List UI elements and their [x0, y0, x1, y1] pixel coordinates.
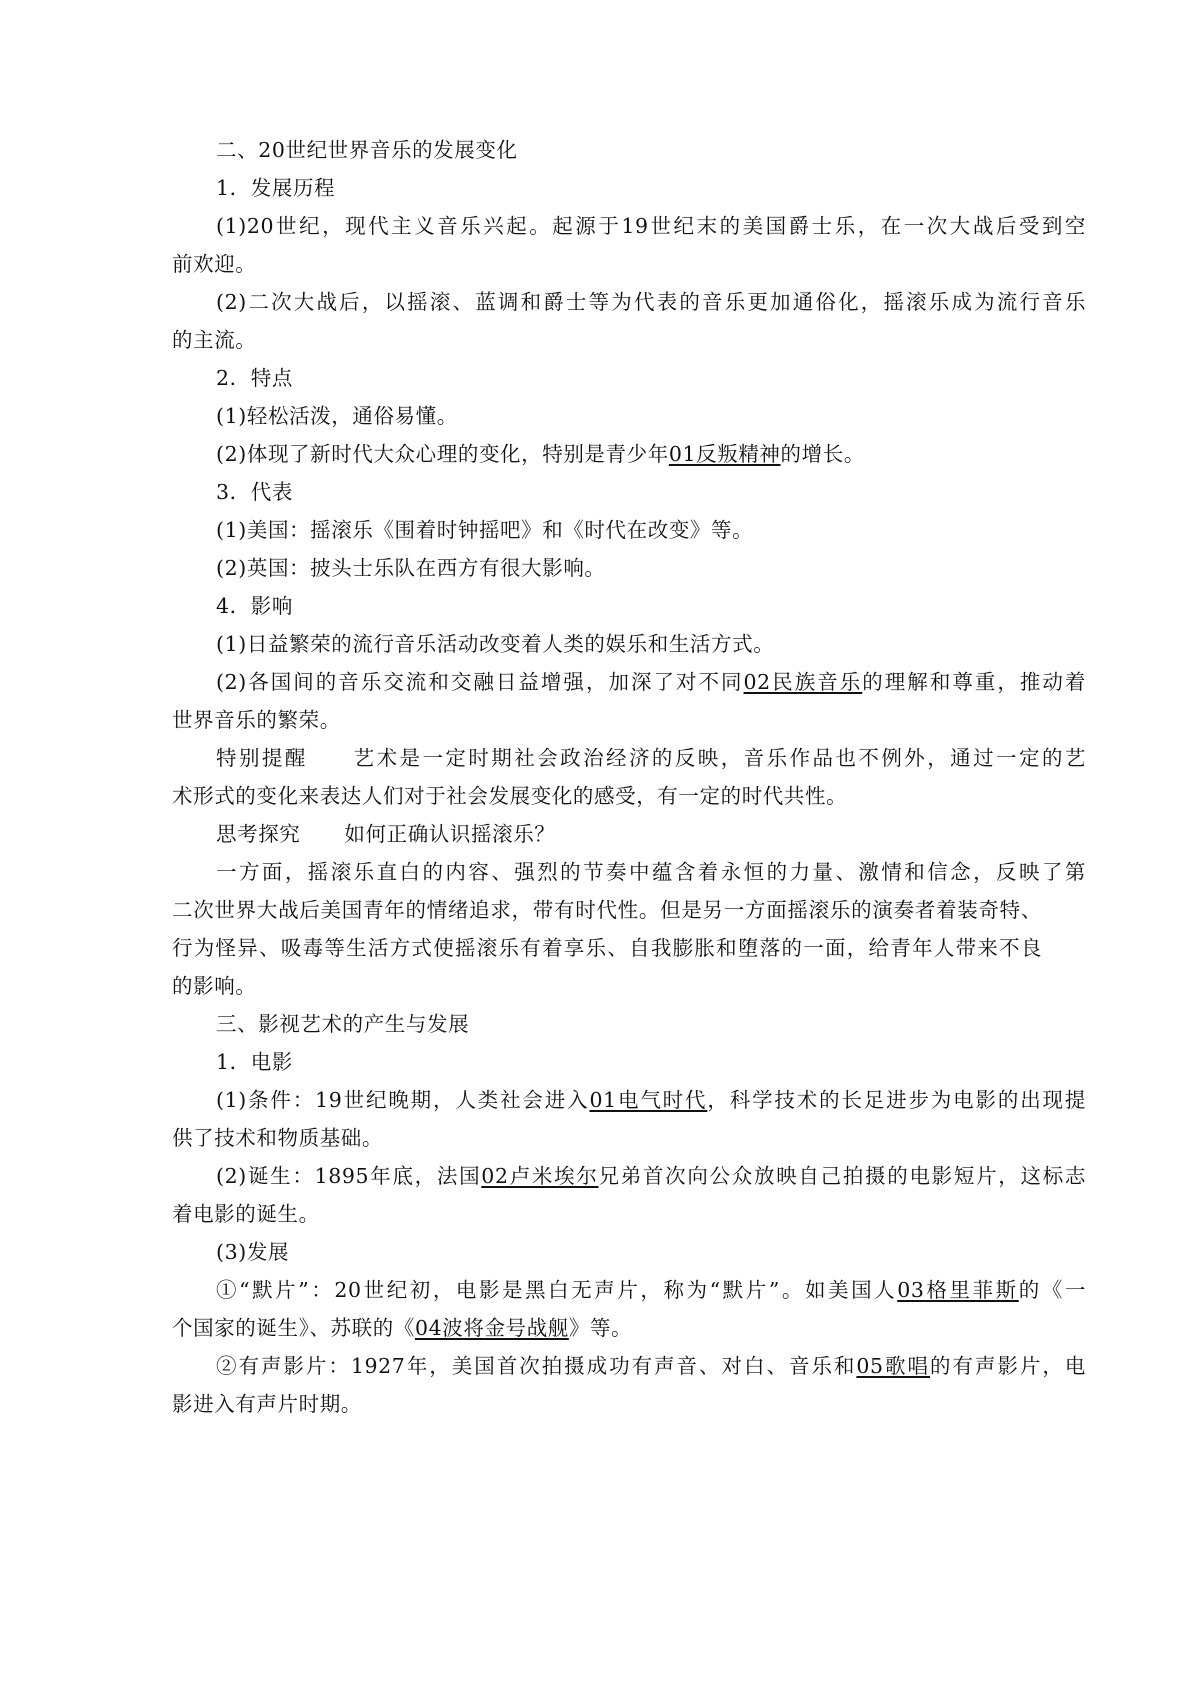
text-segment: 的《一: [1018, 1278, 1086, 1302]
text-segment: 》等。: [568, 1316, 633, 1340]
paragraph-line: 一方面，摇滚乐直白的内容、强烈的节奏中蕴含着永恒的力量、激情和信念，反映了第: [216, 860, 1086, 884]
special-reminder-label: 特别提醒: [216, 746, 308, 770]
paragraph-line: [216, 1352, 1086, 1380]
paragraph-line: [216, 1086, 1086, 1114]
think-explore-label: 思考探究: [216, 822, 301, 846]
text-segment: ，科学技术的长足进步为电影的出现提: [707, 1088, 1086, 1112]
paragraph-line: 前欢迎。: [172, 252, 257, 276]
text-segment: ②有声影片：1927年，美国首次拍摄成功有声音、对白、音乐和: [216, 1354, 857, 1378]
text-segment: (1)条件：19世纪晚期，人类社会进入: [216, 1088, 590, 1112]
paragraph-line: (1)美国：摇滚乐《围着时钟摇吧》和《时代在改变》等。: [216, 518, 754, 542]
paragraph-line: 世界音乐的繁荣。: [172, 708, 341, 732]
text-segment: (2)体现了新时代大众心理的变化，特别是青少年: [216, 442, 669, 466]
fill-in-answer: 02卢米埃尔: [481, 1164, 599, 1188]
subheading-features: 2．特点: [216, 366, 293, 390]
subheading-movie: 1．电影: [216, 1050, 293, 1074]
paragraph-line: 着电影的诞生。: [172, 1202, 320, 1226]
subheading-development: (3)发展: [216, 1240, 290, 1264]
text-segment: 的理解和尊重，推动着: [862, 670, 1086, 694]
fill-in-answer: 01反叛精神: [668, 442, 781, 466]
fill-in-answer: 02民族音乐: [743, 670, 863, 694]
paragraph-line: 的主流。: [172, 328, 257, 352]
subheading-influence: 4．影响: [216, 594, 293, 618]
paragraph-line: 术形式的变化来表达人们对于社会发展变化的感受，有一定的时代共性。: [172, 784, 848, 808]
text-segment: 的增长。: [780, 442, 865, 466]
paragraph-line: (2)英国：披头士乐队在西方有很大影响。: [216, 556, 606, 580]
text-segment: 个国家的诞生》、苏联的《: [172, 1316, 415, 1340]
paragraph-line: (1)20世纪，现代主义音乐兴起。起源于19世纪末的美国爵士乐，在一次大战后受到空: [216, 214, 1086, 238]
text-segment: ①“默片”：20世纪初，电影是黑白无声片，称为“默片”。如美国人: [216, 1278, 898, 1302]
think-explore-line: [216, 820, 1086, 848]
paragraph-line: 的影响。: [172, 974, 257, 998]
text-segment: 的有声影片，电: [930, 1354, 1086, 1378]
section-heading-film: 三、影视艺术的产生与发展: [216, 1012, 470, 1036]
text-segment: 兄弟首次向公众放映自己拍摄的电影短片，这标志: [598, 1164, 1086, 1188]
fill-in-answer: 03格里菲斯: [897, 1278, 1019, 1302]
paragraph-line: 二次世界大战后美国青年的情绪追求，带有时代性。但是另一方面摇滚乐的演奏者着装奇特、: [172, 898, 1042, 922]
text-segment: (2)诞生：1895年底，法国: [216, 1164, 482, 1188]
subheading-representatives: 3．代表: [216, 480, 293, 504]
section-heading-music: 二、20世纪世界音乐的发展变化: [216, 138, 518, 162]
paragraph-line: 行为怪异、吸毒等生活方式使摇滚乐有着享乐、自我膨胀和堕落的一面，给青年人带来不良: [172, 936, 1042, 960]
paragraph-line: (1)日益繁荣的流行音乐活动改变着人类的娱乐和生活方式。: [216, 632, 775, 656]
fill-in-answer: 01电气时代: [589, 1088, 708, 1112]
paragraph-line: (2)二次大战后，以摇滚、蓝调和爵士等为代表的音乐更加通俗化，摇滚乐成为流行音乐: [216, 290, 1086, 314]
text-segment: 艺术是一定时期社会政治经济的反映，音乐作品也不例外，通过一定的艺: [351, 746, 1086, 770]
question-text: 如何正确认识摇滚乐？: [344, 822, 556, 846]
fill-in-answer: 05歌唱: [856, 1354, 931, 1378]
fill-in-answer: 04波将金号战舰: [414, 1316, 569, 1340]
paragraph-line: [216, 1162, 1086, 1190]
paragraph-line: [216, 440, 1086, 468]
paragraph-line: 影进入有声片时期。: [172, 1392, 362, 1416]
text-segment: (2)各国间的音乐交流和交融日益增强，加深了对不同: [216, 670, 744, 694]
special-reminder-line: [216, 744, 1086, 772]
paragraph-line: [216, 1276, 1086, 1304]
paragraph-line: [172, 1314, 1042, 1342]
paragraph-line: 供了技术和物质基础。: [172, 1126, 383, 1150]
subheading-history: 1．发展历程: [216, 176, 336, 200]
paragraph-line: (1)轻松活泼，通俗易懂。: [216, 404, 458, 428]
paragraph-line: [216, 668, 1086, 696]
